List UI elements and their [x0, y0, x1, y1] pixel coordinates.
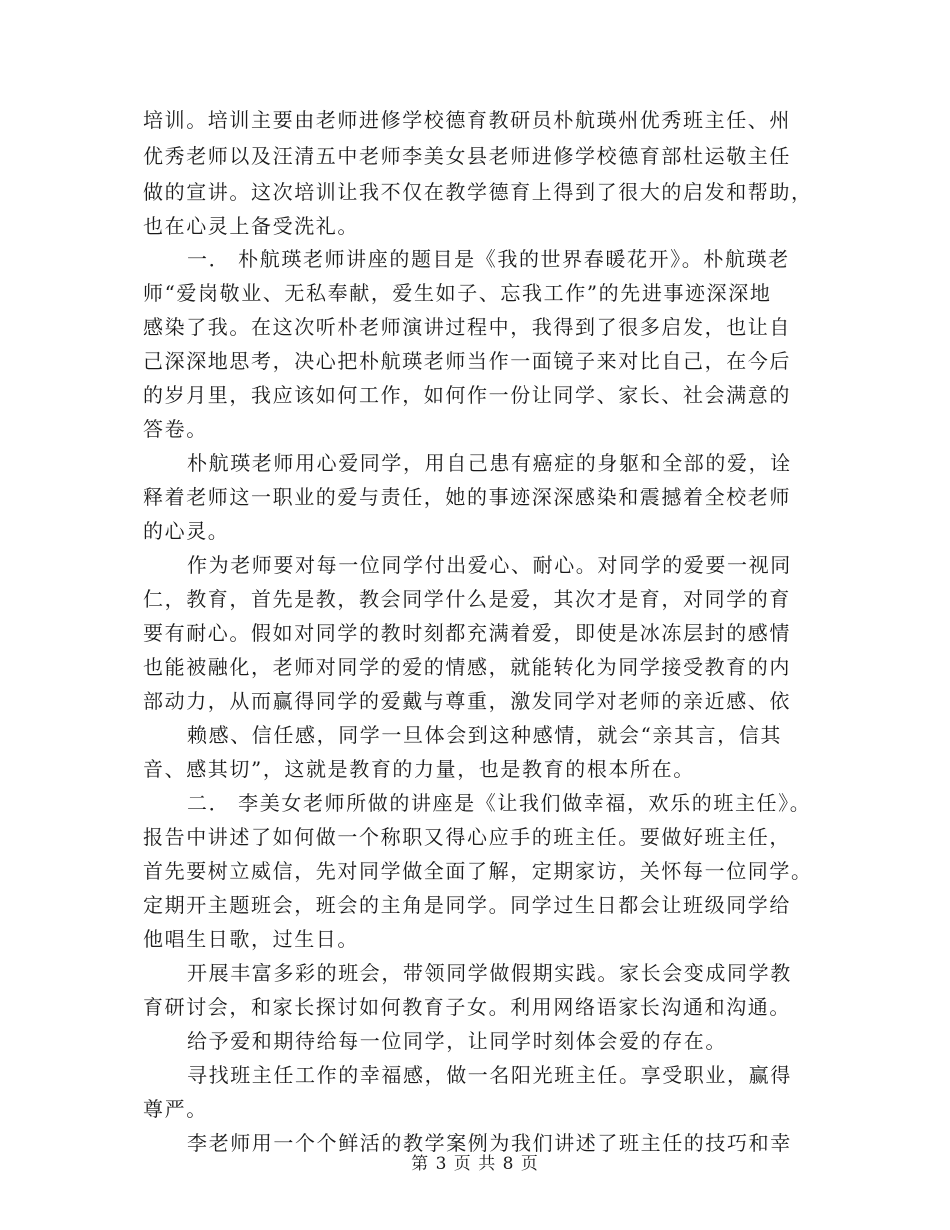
text-line: 师“爱岗敬业、无私奉献，爱生如子、忘我工作”的先进事迹深深地: [143, 281, 772, 305]
text-line: 育研讨会，和家长探讨如何教育子女。利用网络语家长沟通和沟通。: [143, 995, 791, 1019]
text-line: 培训。培训主要由老师进修学校德育教研员朴航瑛州优秀班主任、州: [143, 108, 791, 132]
text-line: 音、感其切”，这就是教育的力量，也是教育的根本所在。: [143, 757, 695, 781]
text-line: 做的宣讲。这次培训让我不仅在教学德育上得到了很大的启发和帮助，: [143, 180, 813, 204]
text-line: 也在心灵上备受洗礼。: [143, 214, 359, 238]
text-line: 作为老师要对每一位同学付出爱心、耐心。对同学的爱要一视同: [187, 553, 792, 577]
text-line: 要有耐心。假如对同学的教时刻都充满着爱，即使是冰冻层封的感情: [143, 621, 791, 645]
text-line: 优秀老师以及汪清五中老师李美女县老师进修学校德育部杜运敬主任: [143, 144, 791, 168]
text-line: 定期开主题班会，班会的主角是同学。同学过生日都会让班级同学给: [143, 893, 791, 917]
text-line: 一． 朴航瑛老师讲座的题目是《我的世界春暖花开》。朴航瑛老: [187, 247, 790, 271]
text-line: 部动力，从而赢得同学的爱戴与尊重，激发同学对老师的亲近感、依: [143, 689, 791, 713]
text-line: 报告中讲述了如何做一个称职又得心应手的班主任。要做好班主任，: [143, 825, 791, 849]
page-number: 第 3 页 共 8 页: [411, 1154, 539, 1174]
text-line: 仁，教育，首先是教，教会同学什么是爱，其次才是育，对同学的育: [143, 587, 791, 611]
text-line: 赖感、信任感，同学一旦体会到这种感情，就会“亲其言，信其: [187, 723, 783, 747]
text-line: 也能被融化，老师对同学的爱的情感，就能转化为同学接受教育的内: [143, 655, 791, 679]
text-line: 他唱生日歌，过生日。: [143, 927, 359, 951]
text-line: 开展丰富多彩的班会，带领同学做假期实践。家长会变成同学教: [187, 961, 792, 985]
text-line: 的心灵。: [143, 519, 230, 543]
text-line: 的岁月里，我应该如何工作，如何作一份让同学、家长、社会满意的: [143, 383, 791, 407]
text-line: 尊严。: [143, 1097, 208, 1121]
text-line: 李老师用一个个鲜活的教学案例为我们讲述了班主任的技巧和幸: [187, 1131, 792, 1155]
text-line: 释着老师这一职业的爱与责任，她的事迹深深感染和震撼着全校老师: [143, 485, 791, 509]
text-line: 己深深地思考，决心把朴航瑛老师当作一面镜子来对比自己，在今后: [143, 349, 791, 373]
text-line: 二． 李美女老师所做的讲座是《让我们做幸福，欢乐的班主任》。: [187, 791, 812, 815]
text-line: 朴航瑛老师用心爱同学，用自己患有癌症的身躯和全部的爱，诠: [187, 451, 792, 475]
text-line: 首先要树立威信，先对同学做全面了解，定期家访，关怀每一位同学。: [143, 859, 813, 883]
text-line: 寻找班主任工作的幸福感，做一名阳光班主任。享受职业，赢得: [187, 1063, 792, 1087]
text-line: 给予爱和期待给每一位同学，让同学时刻体会爱的存在。: [187, 1029, 727, 1053]
text-line: 答卷。: [143, 417, 208, 441]
text-line: 感染了我。在这次听朴老师演讲过程中，我得到了很多启发，也让自: [143, 315, 791, 339]
